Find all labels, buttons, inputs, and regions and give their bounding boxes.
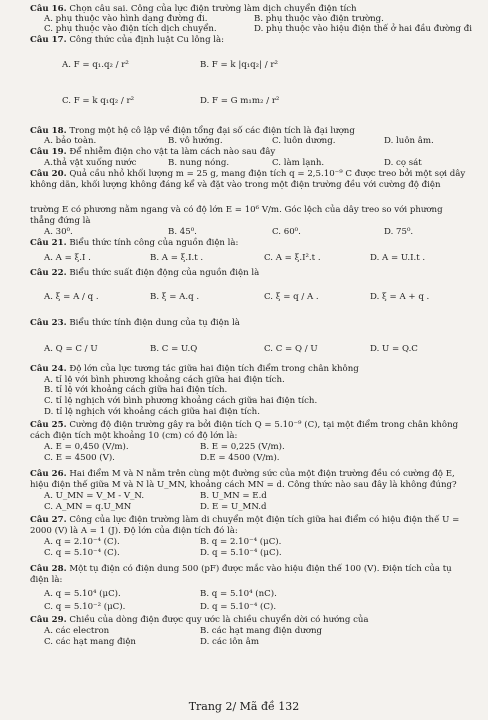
q25-option-d: D.E = 4500 (V/m). (200, 453, 280, 463)
q26-stem-line1: Câu 26. Hai điểm M và N nằm trên cùng một đường sức của một điện trường đều có cường độ E, (30, 469, 455, 479)
q20-stem-line4: thẳng đứng là (30, 216, 91, 226)
q29-stem: Câu 29. Chiều của dòng điện được quy ước là chiều chuyển dời có hướng của (30, 615, 369, 625)
q21-option-d: D. A = U.I.t . (370, 253, 426, 263)
q19-stem: Câu 19. Để nhiễm điện cho vật ta làm cách nào sau đây (30, 147, 276, 157)
q29-option-b: B. các hạt mang điện dương (200, 626, 322, 636)
q20-stem-line2: không dãn, khối lượng không đáng kể và đặt vào trong một điện trường đều với cường độ điện (30, 180, 441, 190)
q17-option-d: D. F = G m₁m₂ / r² (200, 96, 280, 106)
q25-option-a: A. E = 0,450 (V/m). (44, 442, 129, 452)
q22-option-d: D. ξ = A + q . (370, 292, 430, 302)
q25-option-b: B. E = 0,225 (V/m). (200, 442, 285, 452)
q16-option-a: A. phụ thuộc vào hình dạng đường đi. (44, 14, 208, 24)
q18-stem: Câu 18. Trong một hệ cô lập về điện tổng đại số các điện tích là đại lượng (30, 126, 355, 136)
q23-option-b: B. C = U.Q (150, 344, 198, 354)
q16-stem: Câu 16. Chọn câu sai. Công của lực điện trường làm dịch chuyển điện tích (30, 4, 357, 14)
q24-option-c: C. tỉ lệ nghịch với bình phương khoảng cách giữa hai điện tích. (44, 396, 318, 406)
q24-option-a: A. tỉ lệ với bình phương khoảng cách giữa hai điện tích. (44, 375, 285, 385)
q27-option-d: D. q = 5.10⁻⁴ (μC). (200, 548, 282, 558)
q22-stem: Câu 22. Biểu thức suất điện động của nguồn điện là (30, 268, 260, 278)
q17-stem: Câu 17. Công thức của định luật Cu lông là: (30, 35, 225, 45)
q26-option-c: C. A_MN = q.U_MN (44, 502, 132, 512)
q23-option-a: A. Q = C / U (44, 344, 98, 354)
q28-option-a: A. q = 5.10⁴ (μC). (44, 589, 121, 599)
q20-option-c: C. 60⁰. (272, 227, 301, 237)
q29-option-c: C. các hạt mang điện (44, 637, 136, 647)
q18-option-c: C. luôn dương. (272, 136, 336, 146)
q27-option-a: A. q = 2.10⁻⁴ (C). (44, 537, 120, 547)
q27-stem-line2: 2000 (V) là A = 1 (J). Độ lớn của điện tích đó là: (30, 526, 238, 536)
q23-option-d: D. U = Q.C (370, 344, 418, 354)
page-footer: Trang 2/ Mã đề 132 (188, 700, 300, 713)
q24-option-d: D. tỉ lệ nghịch với khoảng cách giữa hai điện tích. (44, 407, 260, 417)
q26-option-a: A. U_MN = V_M - V_N. (44, 491, 145, 501)
q28-option-c: C. q = 5.10⁻² (μC). (44, 602, 126, 612)
q28-stem-line1: Câu 28. Một tụ điện có điện dung 500 (pF) được mắc vào hiệu điện thế 100 (V). Điện tích của tụ (30, 564, 452, 574)
q22-option-c: C. ξ = q / A . (264, 292, 319, 302)
q28-option-d: D. q = 5.10⁻⁴ (C). (200, 602, 277, 612)
q29-option-d: D. các iôn âm (200, 637, 259, 647)
q24-option-b: B. tỉ lệ với khoảng cách giữa hai điện tích. (44, 385, 228, 395)
q20-option-b: B. 45⁰. (168, 227, 197, 237)
q25-stem-line1: Câu 25. Cường độ điện trường gây ra bởi điện tích Q = 5.10⁻⁹ (C), tại một điểm trong chân không (30, 420, 459, 430)
q17-option-a: A. F = q₁.q₂ / r² (62, 60, 129, 70)
q21-stem: Câu 21. Biểu thức tính công của nguồn điện là: (30, 238, 239, 248)
q16-option-c: C. phụ thuộc vào điện tích dịch chuyển. (44, 24, 217, 34)
q20-option-d: D. 75⁰. (384, 227, 414, 237)
q21-option-a: A. A = ξ.I . (44, 253, 91, 263)
q28-stem-line2: điện là: (30, 575, 63, 585)
q19-option-b: B. nung nóng. (168, 158, 230, 168)
q20-stem-line1: Câu 20. Quả cầu nhỏ khối lượng m = 25 g, mang điện tích q = 2,5.10⁻⁹ C được treo bởi một sợi dây (30, 169, 466, 179)
q27-option-c: C. q = 5.10⁻⁴ (C). (44, 548, 120, 558)
q19-option-c: C. làm lạnh. (272, 158, 325, 168)
q25-option-c: C. E = 4500 (V). (44, 453, 115, 463)
q17-option-c: C. F = k q₁q₂ / r² (62, 96, 135, 106)
q16-option-b: B. phụ thuộc vào điện trường. (254, 14, 384, 24)
q16-option-d: D. phụ thuộc vào hiệu điện thế ở hai đầu đường đi (254, 24, 473, 34)
q29-option-a: A. các electron (44, 626, 110, 636)
q22-option-b: B. ξ = A.q . (150, 292, 200, 302)
q28-option-b: B. q = 5.10⁴ (nC). (200, 589, 277, 599)
q18-option-b: B. vô hướng. (168, 136, 223, 146)
q18-option-d: D. luôn âm. (384, 136, 434, 146)
q21-option-b: B. A = ξ.I.t . (150, 253, 204, 263)
q23-option-c: C. C = Q / U (264, 344, 318, 354)
q22-option-a: A. ξ = A / q . (44, 292, 99, 302)
q19-option-a: A.thả vật xuống nước (44, 158, 137, 168)
q27-option-b: B. q = 2.10⁻⁴ (μC). (200, 537, 282, 547)
q20-stem-line3: trường E có phương nằm ngang và có độ lớn E = 10⁶ V/m. Góc lệch của dây treo so với phương (30, 205, 443, 215)
q27-stem-line1: Câu 27. Công của lực điện trường làm di chuyển một điện tích giữa hai điểm có hiệu điện thế U = (30, 515, 460, 525)
q19-option-d: D. cọ sát (384, 158, 422, 168)
q24-stem: Câu 24. Độ lớn của lực tương tác giữa hai điện tích điểm trong chân không (30, 364, 359, 374)
q18-option-a: A. bảo toàn. (44, 136, 97, 146)
q26-option-d: D. E = U_MN.d (200, 502, 267, 512)
q23-stem: Câu 23. Biểu thức tính điện dung của tụ điện là (30, 318, 240, 328)
q21-option-c: C. A = ξ.I².t . (264, 253, 321, 263)
q20-option-a: A. 30⁰. (44, 227, 73, 237)
q26-option-b: B. U_MN = E.d (200, 491, 267, 501)
q26-stem-line2: hiệu điện thế giữa M và N là U_MN, khoảng cách MN = d. Công thức nào sau đây là không đúng? (30, 480, 457, 490)
q17-option-b: B. F = k |q₁q₂| / r² (200, 60, 278, 70)
q25-stem-line2: cách điện tích một khoảng 10 (cm) có độ lớn là: (30, 431, 238, 441)
